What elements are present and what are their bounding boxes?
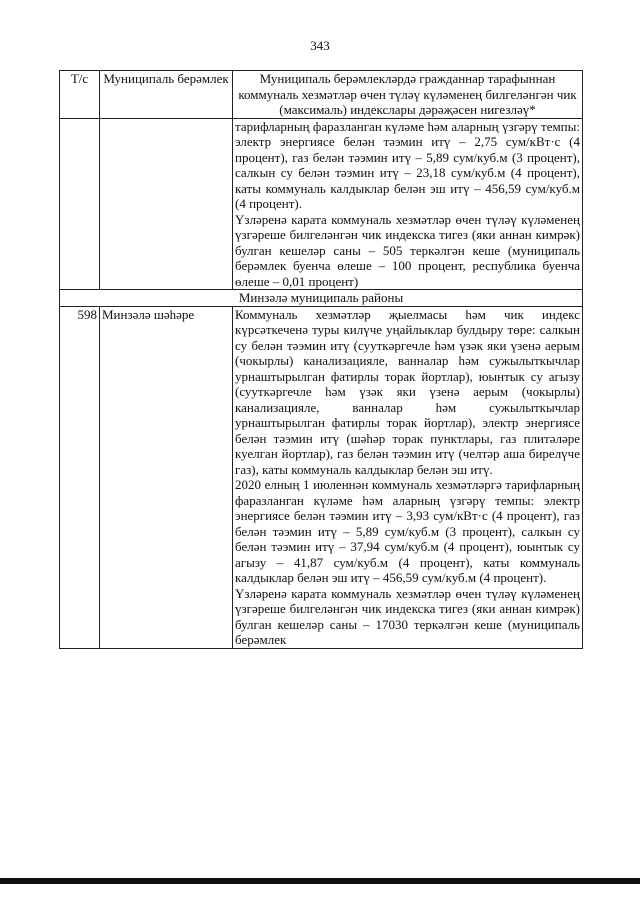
section-title: Минзәлә муниципаль районы [60,290,583,307]
row-municipality-name: Минзәлә шәһәре [100,306,233,648]
municipal-index-table [59,70,583,649]
table-row [60,306,583,648]
row-paragraph: 2020 елның 1 июленнән коммуналь хезмәтләргә тарифларның фаразланган күләме һәм аларның үзгәрү темпы: электр энергиясе белән тәэмин итү – 3,93 сум/кВт·с (4 процент), газ белән тәэмин итү – 5,89 сум/куб.м (3 процент), салкын су белән тәэмин итү – 37,94 сум/куб.м (4 процент), юынтык су агызу – 41,87 сум/куб.м (4 процент), каты коммуналь калдыклар белән эш итү – 456,59 сум/куб.м (4 процент). [235,477,580,585]
continuation-paragraph: Үзләренә карата коммуналь хезмәтләр өчен түләү күләменең үзгәреше билгеләнгән чик индекска тигез (яки аннан кимрәк) булган кешеләр саны – 505 теркәлгән кеше (муниципаль берәмлек буенча өлеше – 100 процент, республика буенча өлеше – 0,01 процент) [235,211,580,289]
row-description-cell [233,306,583,648]
row-paragraph: Коммуналь хезмәтләр җыелмасы һәм чик индекс күрсәткеченә туры килүче уңайлыклар булдыру төре: салкын су белән тәэмин итү (сууткәргечле һәм үзәк яки үзенә аерым (чокырлы) канализацияле, ванналар һәм сужылыткычлар урнаштырылган фатирлы торак йортлар), юынтык су агызу (сууткәргечле һәм үзәк яки үзенә аерым (чокырлы) канализацияле, ванналар һәм сужылыткычлар урнаштырылган фатирлы торак йортлар), электр энергиясе белән тәэмин итү (шәһәр торак пунктлары, газ плитәләре куелган йортлар), газ белән тәэмин итү (челтәр аша бирелүче газ), каты коммуналь калдыклар белән эш итү. [235,306,580,477]
header-number: Т/с [60,71,100,119]
row-number: 598 [60,306,100,648]
continuation-description-cell [233,118,583,290]
continuation-number-cell [60,118,100,290]
continuation-name-cell [100,118,233,290]
header-municipality: Муниципаль берәмлек [100,71,233,119]
scan-edge-bar [0,878,640,884]
section-row [60,290,583,307]
page-number: 343 [310,38,330,53]
header-description: Муниципаль берәмлекләрдә гражданнар тарафыннан коммуналь хезмәтләр өчен түләү күләменең билгеләнгән чик (максималь) индекслары дәрәҗәсен нигезләү* [233,71,583,119]
table-header-row [60,71,583,119]
continuation-paragraph: тарифларның фаразланган күләме һәм аларның үзгәрү темпы: электр энергиясе белән тәэмин итү – 2,75 сум/кВт·с (4 процент), газ белән тәэмин итү – 5,89 сум/куб.м (3 процент), салкын су белән тәэмин итү – 23,18 сум/куб.м (4 процент), каты коммуналь калдыклар белән эш итү – 456,59 сум/куб.м (4 процент). [235,118,580,211]
row-paragraph: Үзләренә карата коммуналь хезмәтләр өчен түләү күләменең үзгәреше билгеләнгән чик индекска тигез (яки аннан кимрәк) булган кешеләр саны – 17030 теркәлгән кеше (муниципаль берәмлек [235,585,580,647]
table-row-continuation [60,118,583,290]
